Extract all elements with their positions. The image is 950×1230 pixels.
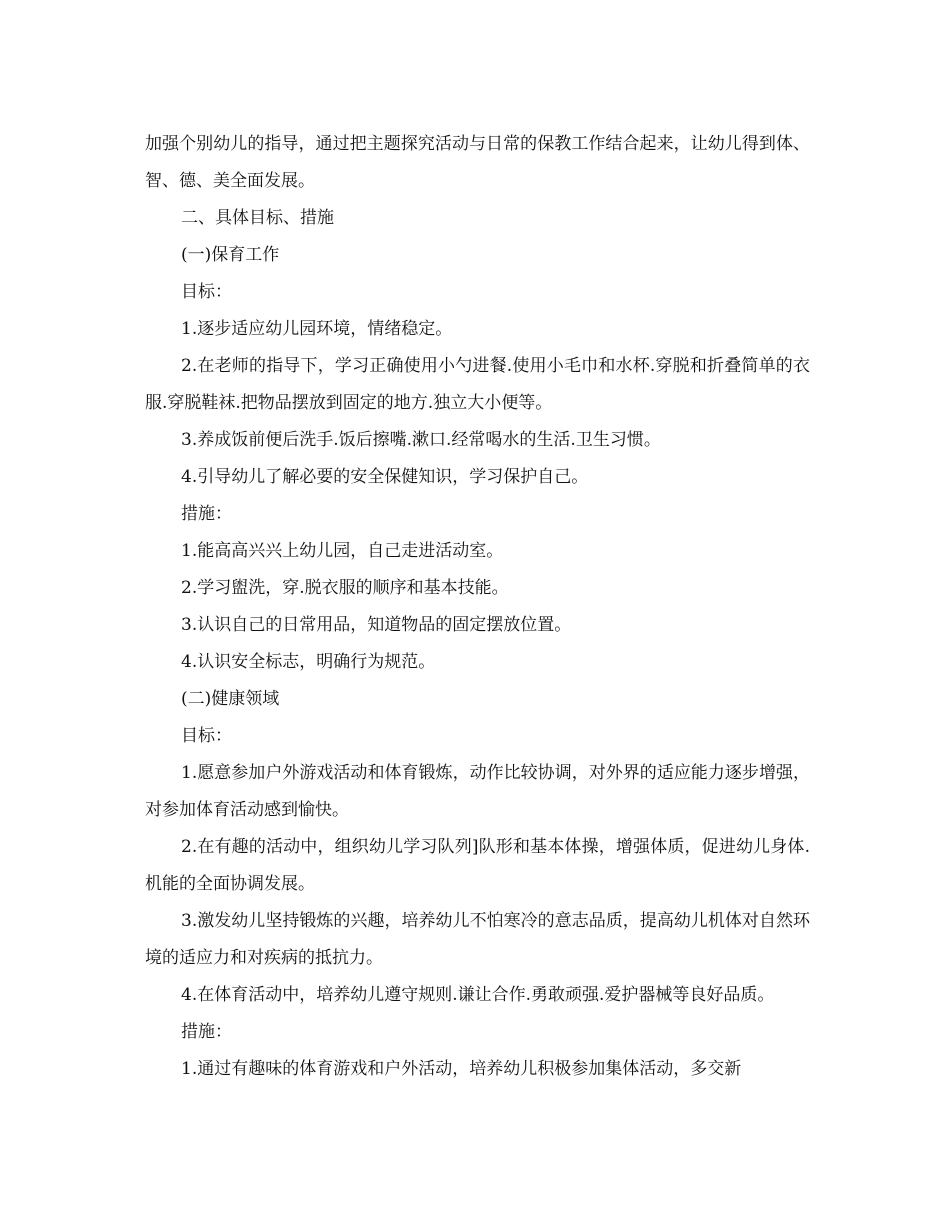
health-goal-3: 3.激发幼儿坚持锻炼的兴趣，培养幼儿不怕寒冷的意志品质，提高幼儿机体对自然环境的适应力和对疾病的抵抗力。 bbox=[145, 911, 810, 968]
care-goal-3: 3.养成饭前便后洗手.饭后擦嘴.漱口.经常喝水的生活.卫生习惯。 bbox=[181, 430, 661, 450]
care-measure-1: 1.能高高兴兴上幼儿园，自己走进活动室。 bbox=[181, 541, 504, 561]
care-goal-4: 4.引导幼儿了解必要的安全保健知识，学习保护自己。 bbox=[181, 467, 589, 487]
measures-label-health: 措施： bbox=[181, 1022, 232, 1042]
subsection-heading-care-work: (一)保育工作 bbox=[181, 245, 280, 265]
health-goal-1: 1.愿意参加户外游戏活动和体育锻炼，动作比较协调，对外界的适应能力逐步增强，对参加体育活动感到愉快。 bbox=[145, 763, 810, 820]
health-measure-1: 1.通过有趣味的体育游戏和户外活动，培养幼儿积极参加集体活动，多交新 bbox=[181, 1059, 742, 1079]
section-heading-goals-measures: 二、具体目标、措施 bbox=[181, 208, 334, 228]
goals-label-health: 目标： bbox=[181, 726, 232, 746]
health-goal-2: 2.在有趣的活动中，组织幼儿学习队列]队形和基本体操，增强体质，促进幼儿身体.机能的全面协调发展。 bbox=[145, 837, 810, 894]
health-goal-4: 4.在体育活动中，培养幼儿遵守规则.谦让合作.勇敢顽强.爱护器械等良好品质。 bbox=[181, 985, 775, 1005]
subsection-heading-health: (二)健康领域 bbox=[181, 689, 280, 709]
care-measure-3: 3.认识自己的日常用品，知道物品的固定摆放位置。 bbox=[181, 615, 572, 635]
document-body bbox=[145, 126, 810, 1088]
intro-paragraph-continuation: 加强个别幼儿的指导，通过把主题探究活动与日常的保教工作结合起来，让幼儿得到体、智、德、美全面发展。 bbox=[145, 134, 810, 191]
measures-label: 措施： bbox=[181, 504, 232, 524]
care-goal-1: 1.逐步适应幼儿园环境，情绪稳定。 bbox=[181, 319, 453, 339]
care-measure-4: 4.认识安全标志，明确行为规范。 bbox=[181, 652, 436, 672]
goals-label: 目标： bbox=[181, 282, 232, 302]
care-measure-2: 2.学习盥洗，穿.脱衣服的顺序和基本技能。 bbox=[181, 578, 509, 598]
care-goal-2: 2.在老师的指导下，学习正确使用小勺进餐.使用小毛巾和水杯.穿脱和折叠简单的衣服.穿脱鞋袜.把物品摆放到固定的地方.独立大小便等。 bbox=[145, 356, 810, 413]
